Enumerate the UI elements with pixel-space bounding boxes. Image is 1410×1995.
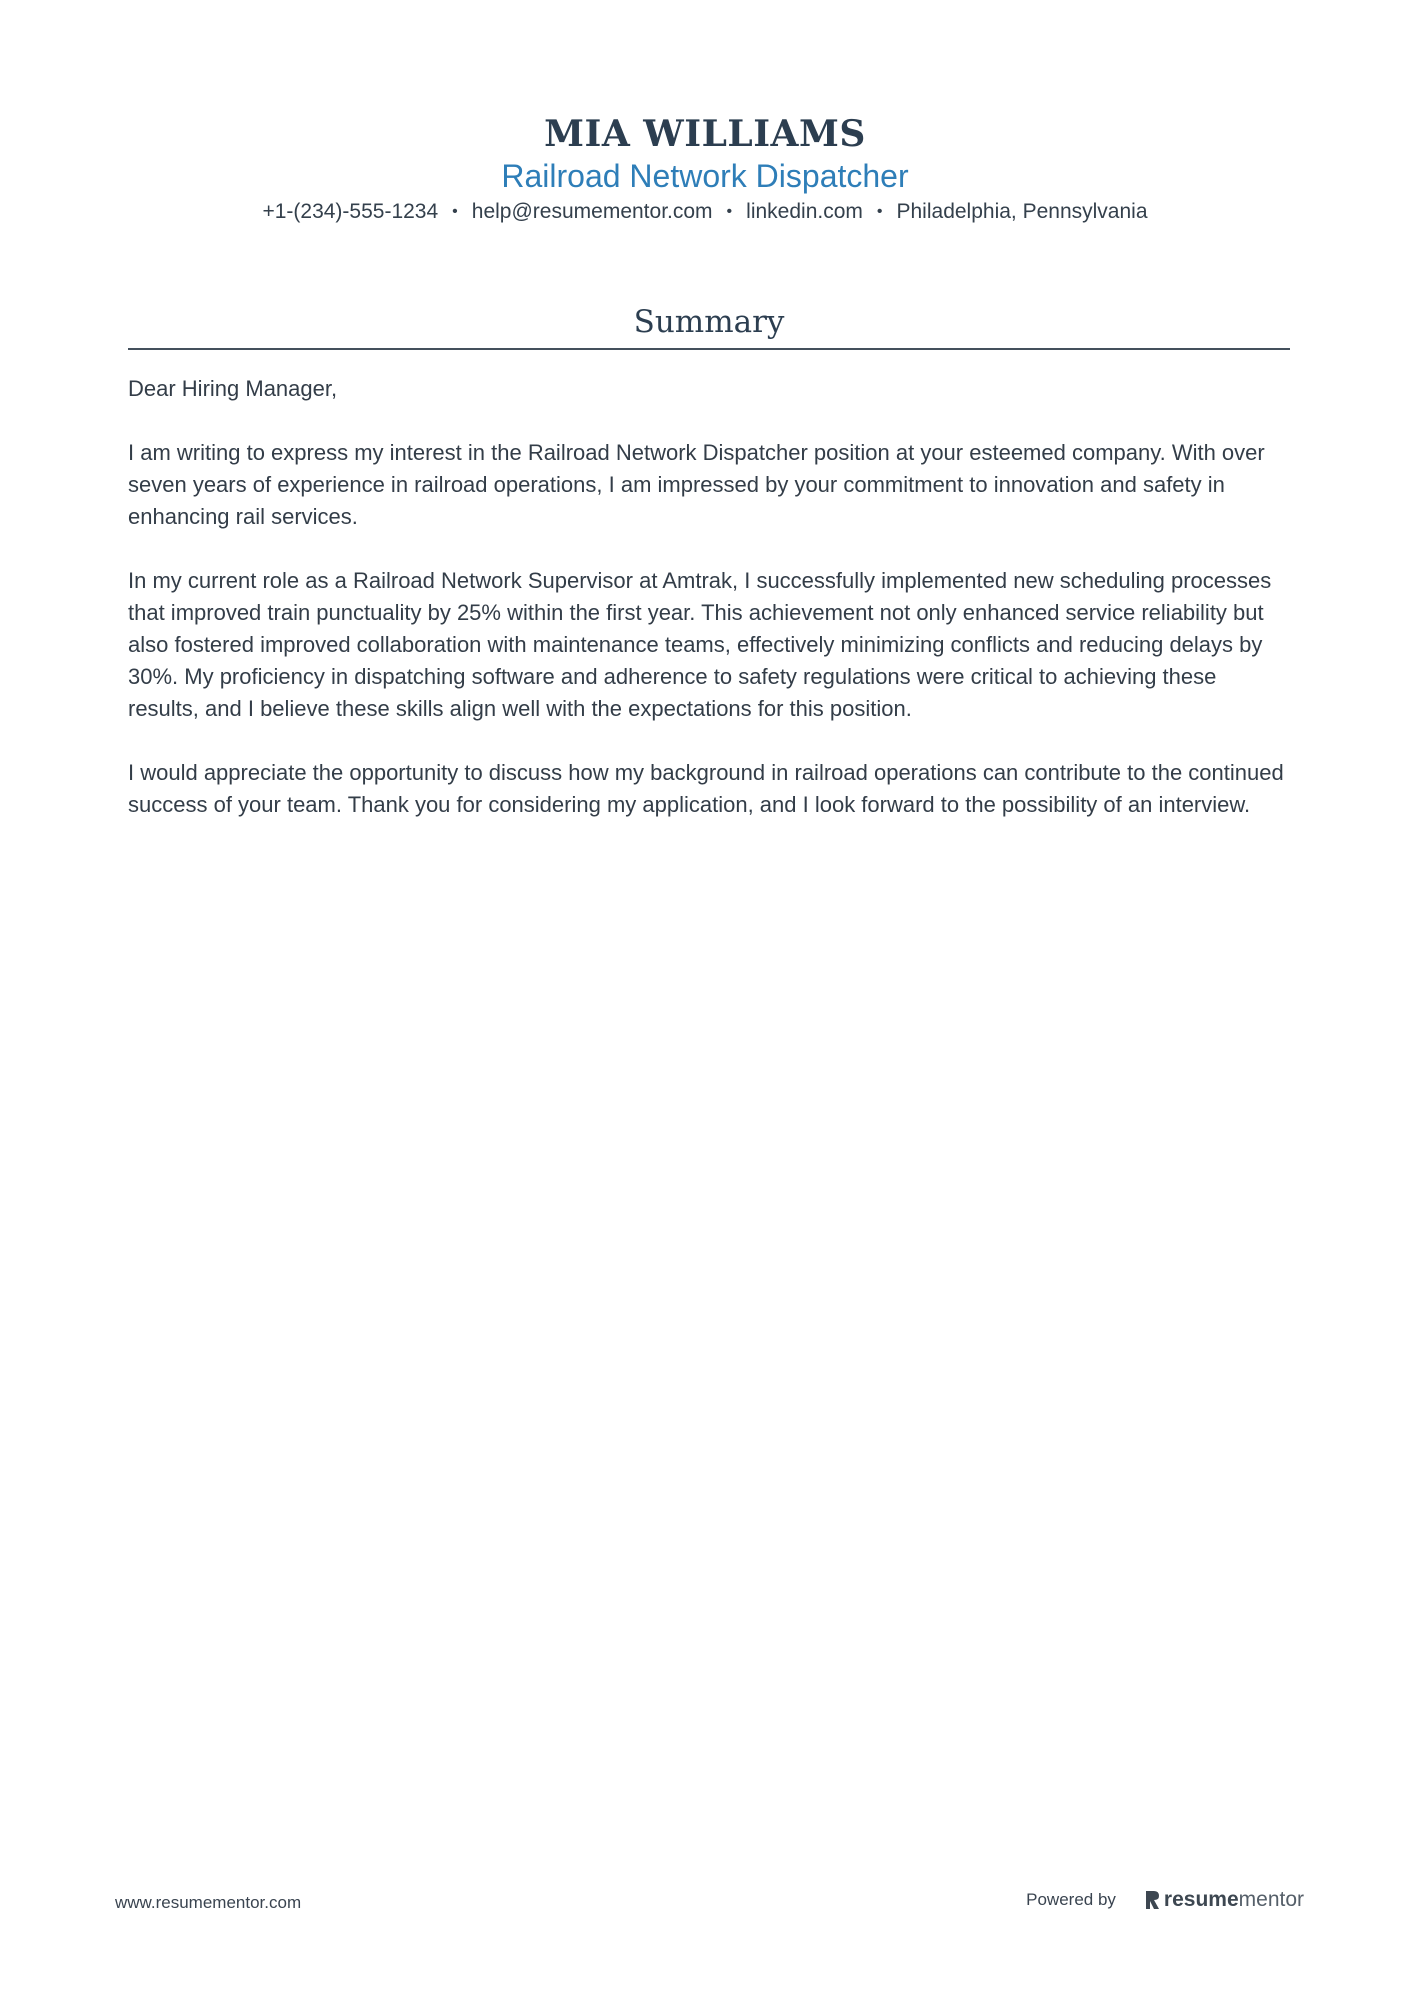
salutation: Dear Hiring Manager, bbox=[128, 376, 338, 401]
resumementor-logo-icon bbox=[1144, 1890, 1160, 1910]
powered-by-label: Powered by bbox=[1026, 1890, 1116, 1909]
letter-paragraph: In my current role as a Railroad Network Supervisor at Amtrak, I successfully implemented new scheduling processes that improved train punctuality by 25% within the first year. This achievement not only enhanced service reliability but also fostered improved collaboration with maintenance teams, effectively minimizing conflicts and reducing delays by 30%. My proficiency in dispatching software and adherence to safety regulations were critical to achieving these results, and I believe these skills align well with the expectations for this position. bbox=[128, 568, 1272, 721]
candidate-name: MIA WILLIAMS bbox=[544, 113, 866, 155]
letter-paragraph: I am writing to express my interest in the Railroad Network Dispatcher position at your esteemed company. With over seven years of experience in railroad operations, I am impressed by your commitment to innovation and safety in enhancing rail services. bbox=[128, 440, 1265, 529]
separator-dot: • bbox=[452, 203, 458, 220]
letter-body bbox=[128, 373, 1290, 821]
location: Philadelphia, Pennsylvania bbox=[896, 200, 1148, 223]
separator-dot: • bbox=[876, 203, 883, 220]
footer-website-link[interactable]: www.resumementor.com bbox=[115, 1893, 302, 1912]
logo-text-bold: resume bbox=[1163, 1888, 1239, 1911]
phone-number: +1-(234)-555-1234 bbox=[262, 200, 439, 223]
footer-branding bbox=[1026, 1888, 1304, 1912]
email-link[interactable]: help@resumementor.com bbox=[471, 200, 713, 223]
resumementor-logo[interactable] bbox=[1144, 1888, 1304, 1912]
section-heading: Summary bbox=[633, 304, 785, 340]
summary-section bbox=[128, 302, 1290, 853]
letter-paragraph: I would appreciate the opportunity to discuss how my background in railroad operations can contribute to the continued success of your team. Thank you for considering my application, and I look forward to the possibility of an interview. bbox=[128, 760, 1284, 817]
logo-text-light: mentor bbox=[1238, 1888, 1304, 1911]
linkedin-link[interactable]: linkedin.com bbox=[746, 200, 863, 223]
section-divider bbox=[128, 348, 1290, 350]
job-title: Railroad Network Dispatcher bbox=[501, 158, 909, 194]
header bbox=[0, 112, 1410, 228]
separator-dot: • bbox=[726, 203, 733, 220]
contact-row bbox=[0, 196, 1410, 228]
